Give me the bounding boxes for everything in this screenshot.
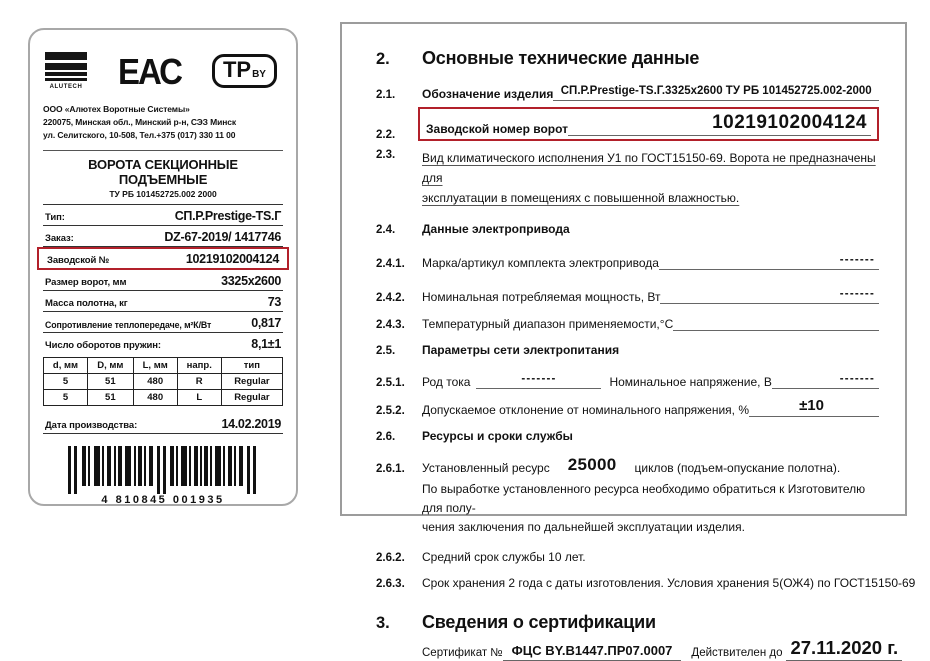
item-value: ±10 — [799, 397, 824, 415]
cell: L — [177, 389, 221, 405]
cell: 5 — [44, 389, 88, 405]
item-number: 2.5.2. — [376, 405, 405, 418]
spec-row-spring-turns — [43, 333, 283, 353]
cell: Regular — [221, 389, 282, 405]
serial-number-value: 10219102004124 — [712, 112, 867, 133]
spec-row-size — [43, 270, 283, 291]
cell: R — [177, 373, 221, 389]
date-label: Дата производства: — [45, 419, 138, 431]
spec-row-serial-highlighted — [37, 247, 289, 270]
item-number: 2.1. — [376, 89, 396, 101]
item-text: Средний срок службы 10 лет. — [422, 550, 586, 565]
section-2-6-heading — [376, 429, 879, 443]
cell: 480 — [133, 373, 177, 389]
item-value: ------- — [839, 254, 875, 267]
item-number: 2.4.2. — [376, 292, 405, 305]
item-value: ------- — [521, 373, 557, 386]
section-number: 3. — [376, 614, 390, 633]
item-2-3-climatic — [376, 149, 879, 208]
form-line — [786, 637, 902, 661]
section-title: Сведения о сертификации — [422, 612, 656, 633]
col-header: L, мм — [133, 357, 177, 373]
form-line-short — [476, 369, 601, 389]
item-label: Температурный диапазон применяемости,°С — [422, 317, 674, 332]
item-value: ------- — [839, 373, 875, 386]
item-label: Обозначение изделия — [422, 87, 554, 101]
barcode — [43, 446, 283, 506]
note-line: чения заключения по дальнейшей эксплуатации изделия. — [422, 519, 745, 534]
label-title: ВОРОТА СЕКЦИОННЫЕ ПОДЪЕМНЫЕ — [88, 156, 238, 187]
item-2-6-3-storage — [376, 576, 916, 591]
section-number: 2. — [376, 50, 390, 68]
section-2-4-heading — [376, 222, 879, 236]
certificate-label: Сертификат № — [422, 647, 503, 660]
section-title: Данные электропривода — [422, 222, 570, 237]
logo-row — [43, 44, 283, 98]
barcode-digits: 4 810845 001935 — [101, 493, 225, 506]
item-2-4-2-power — [376, 284, 879, 304]
item-number: 2.2. — [376, 129, 396, 141]
form-line — [772, 369, 879, 389]
spec-value: DZ-67-2019/ 1417746 — [164, 229, 281, 244]
certificate-number: ФЦС BY.В1447.ПР07.0007 — [503, 643, 682, 661]
spec-label: Тип: — [45, 211, 65, 223]
section-title: Основные технические данные — [422, 48, 700, 68]
form-line — [568, 112, 871, 136]
spec-row-order — [43, 226, 283, 247]
table-row — [44, 373, 283, 389]
text-line: эксплуатации в помещениях с повышенной влажностью. — [422, 190, 740, 205]
text-line: Вид климатического исполнения У1 по ГОСТ15150-69. Ворота не предназначены для — [422, 151, 876, 185]
section-3-heading — [376, 612, 879, 633]
springs-table-header-row — [44, 357, 283, 373]
divider — [43, 150, 283, 151]
item-text — [422, 149, 879, 208]
item-label: Допускаемое отклонение от номинального напряжения, % — [422, 403, 750, 418]
item-2-5-1-current — [376, 369, 879, 389]
section-2-heading — [376, 48, 879, 69]
tr-by-mark-icon — [212, 54, 277, 88]
item-2-1-designation — [376, 81, 879, 101]
production-date-row — [43, 413, 283, 434]
spec-label: Размер ворот, мм — [45, 276, 127, 288]
company-line: ул. Селитского, 10-508, Тел.+375 (017) 330 11 00 — [43, 130, 236, 141]
item-text: Срок хранения 2 года с даты изготовления. Условия хранения 5(ОЖ4) по ГОСТ15150-69 — [422, 576, 916, 591]
col-header: d, мм — [44, 357, 88, 373]
alutech-logo-icon — [45, 52, 87, 90]
item-number: 2.6.3. — [376, 578, 405, 591]
spec-label: Заказ: — [45, 232, 74, 244]
company-info — [43, 103, 283, 143]
item-suffix: циклов (подъем-опускание полотна). — [634, 461, 841, 476]
barcode-image — [68, 446, 258, 498]
section-number: 2.5. — [376, 345, 396, 358]
springs-table — [43, 357, 283, 406]
item-2-6-1-resource — [376, 455, 879, 475]
spec-row-thermal — [43, 312, 283, 333]
item-2-4-1-drive-model — [376, 250, 879, 270]
cell: Regular — [221, 373, 282, 389]
item-2-2-serial — [376, 107, 879, 141]
alutech-logo-text: ALUTECH — [49, 83, 83, 90]
resource-cycles-value: 25000 — [567, 455, 617, 475]
item-label: Марка/артикул комплекта электропривода — [422, 256, 659, 271]
spec-value: 3325x2600 — [221, 273, 281, 288]
item-label: Заводской номер ворот — [426, 122, 569, 136]
note-line: По выработке установленного ресурса необходимо обратиться к Изготовителю для полу- — [422, 482, 866, 515]
item-2-4-3-temperature — [376, 316, 879, 331]
spec-label: Масса полотна, кг — [45, 297, 128, 309]
label-spec-rows — [43, 204, 283, 353]
section-title: Ресурсы и сроки службы — [422, 429, 573, 444]
col-header: тип — [221, 357, 282, 373]
spec-value: СП.P.Prestige-TS.Г — [174, 208, 281, 223]
cell: 51 — [87, 373, 133, 389]
spec-row-weight — [43, 291, 283, 312]
form-line — [749, 397, 879, 417]
item-2-5-2-voltage-deviation — [376, 397, 879, 417]
valid-until-date: 27.11.2020 г. — [790, 637, 899, 659]
item-number: 2.4.1. — [376, 258, 405, 271]
section-number: 2.4. — [376, 224, 396, 237]
tr-mark-sub: BY — [252, 69, 266, 80]
spec-value: 73 — [267, 294, 281, 309]
eac-mark-icon: ЕАС — [118, 50, 181, 92]
technical-data-sheet — [340, 22, 916, 660]
form-line — [660, 284, 879, 304]
section-2-5-heading — [376, 343, 879, 357]
col-header: D, мм — [87, 357, 133, 373]
item-value: ------- — [839, 288, 875, 301]
form-line — [673, 316, 879, 331]
item-label: Номинальное напряжение, В — [609, 375, 772, 390]
item-2-6-2-service-life — [376, 550, 879, 564]
resource-note — [422, 480, 879, 536]
cell: 480 — [133, 389, 177, 405]
form-line — [659, 250, 879, 270]
spec-row-type — [43, 205, 283, 226]
item-value: СП.Р.Prestige-TS.Г.3325х2600 ТУ РБ 101452725.002-2000 — [560, 85, 872, 97]
serial-number-value: 10219102004124 — [185, 251, 279, 266]
cell: 5 — [44, 373, 88, 389]
serial-highlight-box — [418, 107, 879, 141]
section-number: 2.6. — [376, 431, 396, 444]
spec-label: Число оборотов пружин: — [45, 339, 161, 351]
item-number: 2.6.2. — [376, 552, 405, 565]
spec-label: Заводской № — [47, 254, 110, 266]
item-number: 2.4.3. — [376, 319, 405, 332]
label-subtitle: ТУ РБ 101452725.002 2000 — [109, 188, 217, 199]
certification-row — [422, 637, 899, 661]
item-number: 2.6.1. — [376, 463, 405, 476]
company-line: 220075, Минская обл., Минский р-н, СЭЗ Минск — [43, 117, 237, 128]
valid-until-label: Действителен до — [691, 647, 783, 660]
item-label: Установленный ресурс — [422, 461, 550, 476]
col-header: напр. — [177, 357, 221, 373]
item-number: 2.3. — [376, 149, 396, 161]
product-label — [28, 28, 298, 506]
form-line — [553, 81, 879, 101]
tr-mark-text: ТР — [222, 57, 252, 82]
table-row — [44, 389, 283, 405]
spec-value: 8,1±1 — [251, 336, 281, 351]
item-label: Род тока — [422, 375, 471, 390]
date-value: 14.02.2019 — [221, 416, 281, 431]
section-title: Параметры сети электропитания — [422, 343, 620, 358]
spec-value: 0,817 — [251, 315, 281, 330]
cell: 51 — [87, 389, 133, 405]
company-line: ООО «Алютех Воротные Системы» — [43, 104, 190, 114]
spec-label: Сопротивление теплопередаче, м²К/Вт — [45, 319, 212, 330]
item-label: Номинальная потребляемая мощность, Вт — [422, 290, 661, 305]
item-number: 2.5.1. — [376, 377, 405, 390]
